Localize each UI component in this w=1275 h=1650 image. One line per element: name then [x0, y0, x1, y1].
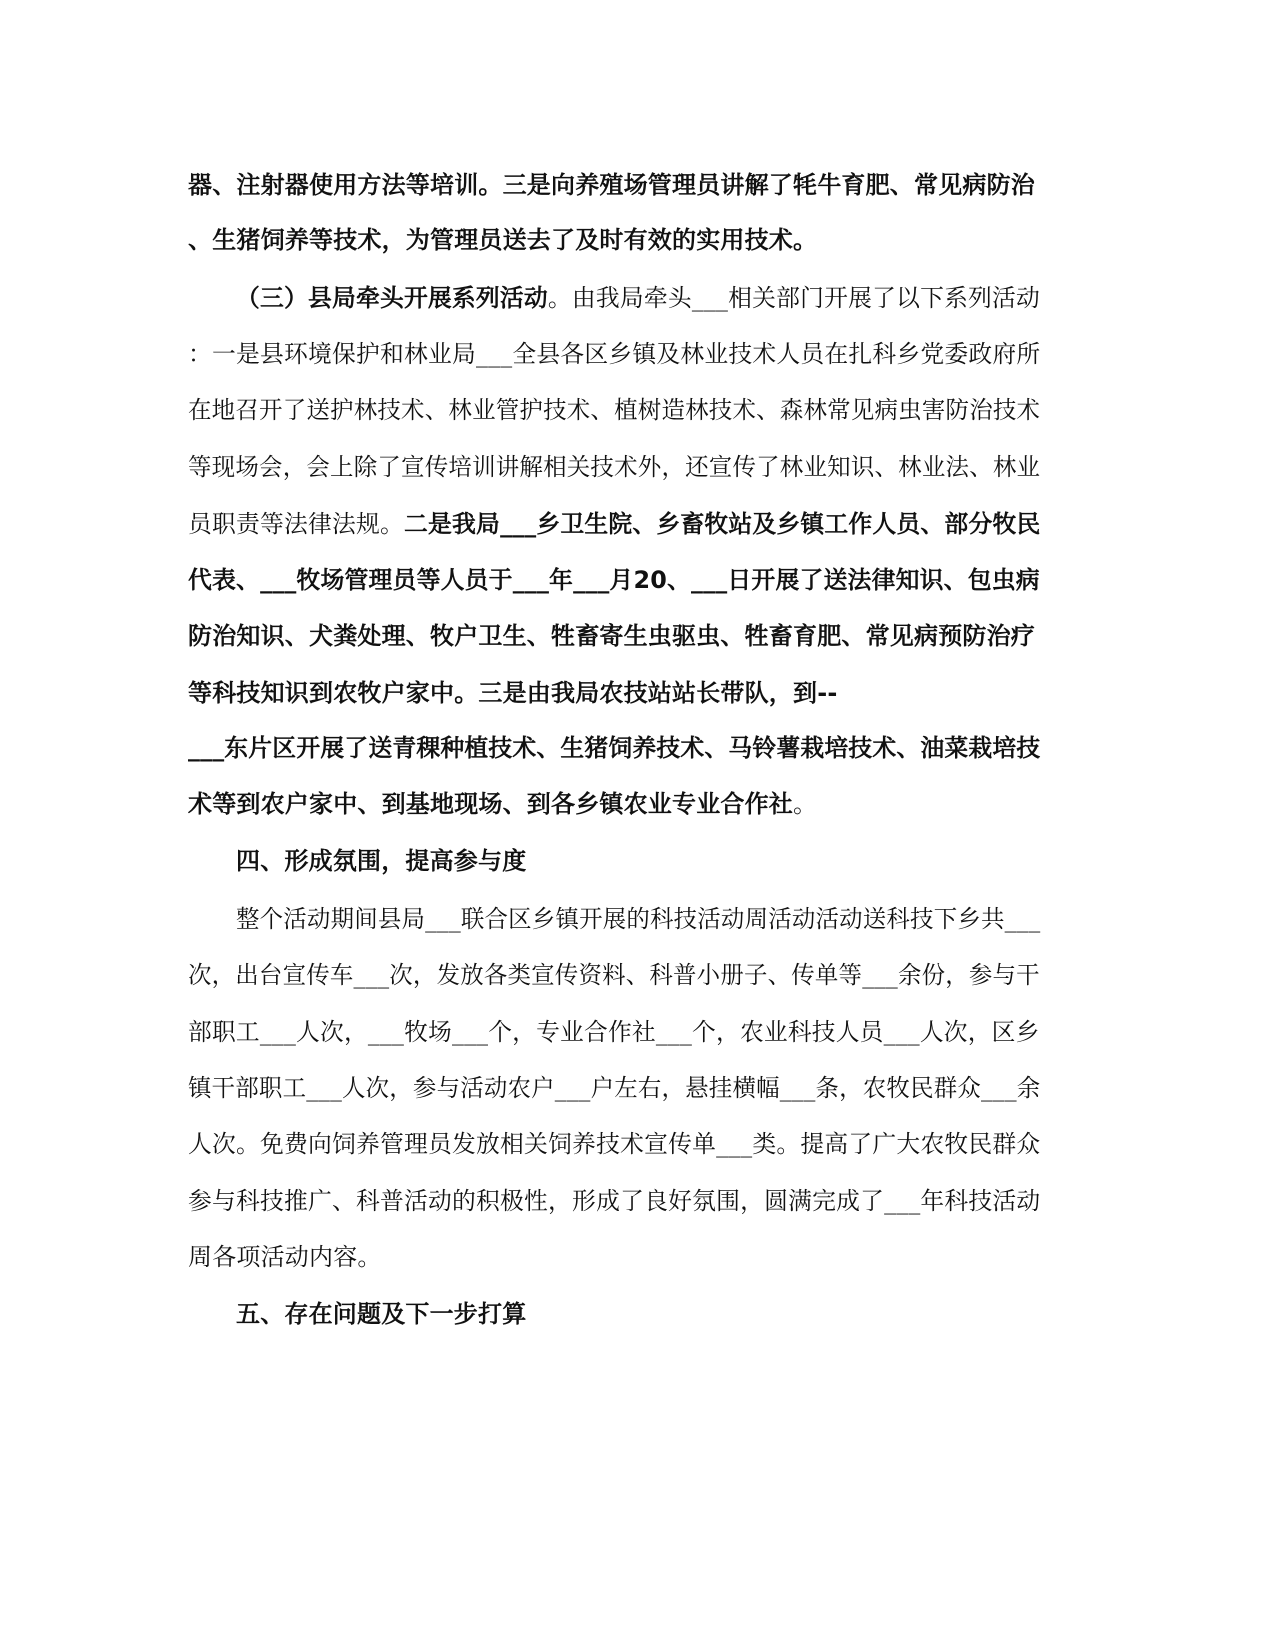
text-run: 术等到农户家中、到基地现场、到各乡镇农业专业合作社: [188, 790, 793, 818]
text-run: 部职工___人次，___牧场___个，专业合作社___个，农业科技人员___人次，区乡: [188, 1018, 1040, 1046]
text-run: 防治知识、犬粪处理、牧户卫生、牲畜寄生虫驱虫、牲畜育肥、常见病预防治疗: [188, 622, 1035, 650]
text-run: 等科技知识到农牧户家中。三是由我局农技站站长带队，到--: [188, 679, 838, 707]
text-run: 参与科技推广、科普活动的积极性，形成了良好氛围，圆满完成了___年科技活动: [188, 1187, 1041, 1215]
text-line-9: [188, 619, 1035, 653]
text-line-17: [188, 1071, 1040, 1105]
text-line-14: [236, 902, 1040, 936]
text-line-2: [188, 223, 817, 257]
section-heading-4: [236, 844, 526, 878]
text-line-6: [188, 450, 1040, 484]
text-line-1: [188, 168, 1035, 202]
text-line-12: [188, 787, 817, 821]
heading-text: 五、存在问题及下一步打算: [236, 1300, 527, 1328]
text-run: 镇干部职工___人次，参与活动农户___户左右，悬挂横幅___条，农牧民群众___余: [188, 1074, 1041, 1102]
text-line-20: [188, 1240, 382, 1274]
text-line-19: [188, 1184, 1040, 1218]
text-line-3: [236, 281, 1040, 315]
text-run: 器、注射器使用方法等培训。三是向养殖场管理员讲解了牦牛育肥、常见病防治: [188, 171, 1035, 199]
text-run: ：一是县环境保护和林业局___全县各区乡镇及林业技术人员在扎科乡党委政府所: [188, 340, 1041, 368]
text-line-7: [188, 507, 1040, 541]
text-run: 二是我局___乡卫生院、乡畜牧站及乡镇工作人员、部分牧民: [404, 510, 1041, 538]
text-line-4: [188, 337, 1040, 371]
text-line-10: [188, 676, 838, 710]
text-run: 周各项活动内容。: [188, 1243, 382, 1271]
text-line-16: [188, 1015, 1040, 1049]
text-run: 。: [793, 790, 818, 818]
text-line-18: [188, 1127, 1040, 1161]
heading-text: 四、形成氛围，提高参与度: [236, 847, 527, 875]
text-run: 代表、___牧场管理员等人员于___年___月20、___日开展了送法律知识、包虫病: [188, 566, 1040, 594]
text-run: 员职责等法律法规。: [188, 510, 405, 538]
text-line-5: [188, 393, 1040, 427]
text-line-15: [188, 958, 1040, 992]
text-run: 整个活动期间县局___联合区乡镇开展的科技活动周活动活动送科技下乡共___: [236, 905, 1041, 933]
text-run: 次，出台宣传车___次，发放各类宣传资料、科普小册子、传单等___余份，参与干: [188, 961, 1040, 989]
section-subheading: （三）县局牵头开展系列活动: [236, 284, 548, 312]
text-run: 人次。免费向饲养管理员发放相关饲养技术宣传单___类。提高了广大农牧民群众: [188, 1130, 1041, 1158]
text-run: 。由我局牵头___相关部门开展了以下系列活动: [547, 284, 1041, 312]
text-line-11: [188, 731, 1040, 765]
text-run: 、生猪饲养等技术，为管理员送去了及时有效的实用技术。: [188, 226, 818, 254]
section-heading-5: [236, 1297, 526, 1331]
text-run: ___东片区开展了送青稞种植技术、生猪饲养技术、马铃薯栽培技术、油菜栽培技: [188, 734, 1041, 762]
text-line-8: [188, 563, 1040, 597]
text-run: 等现场会，会上除了宣传培训讲解相关技术外，还宣传了林业知识、林业法、林业: [188, 453, 1041, 481]
text-run: 在地召开了送护林技术、林业管护技术、植树造林技术、森林常见病虫害防治技术: [188, 396, 1041, 424]
